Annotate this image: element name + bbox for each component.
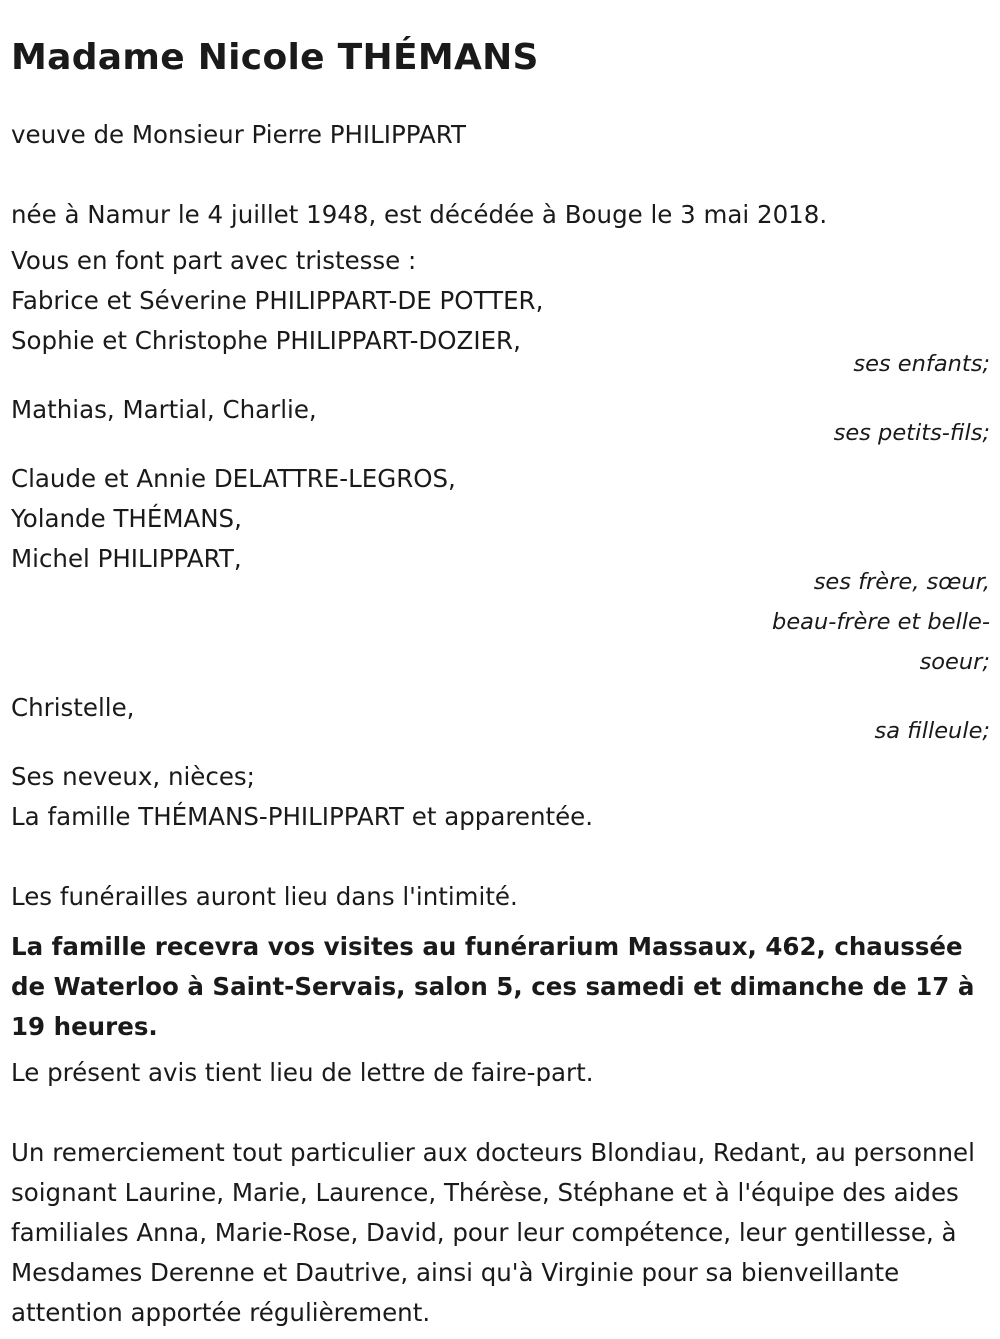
relationship-label-line: ses frère, sœur,	[813, 569, 990, 595]
relationship-label-line: beau-frère et belle-	[772, 609, 990, 635]
family-name-line: Mathias, Martial, Charlie,	[11, 395, 317, 424]
widow-of-line: veuve de Monsieur Pierre PHILIPPART	[11, 120, 466, 149]
relationship-label: ses petits-fils;	[833, 420, 990, 446]
relationship-label: sa filleule;	[874, 718, 990, 744]
notice-line: Le présent avis tient lieu de lettre de faire-part.	[11, 1058, 594, 1087]
family-name-line: Yolande THÉMANS,	[11, 504, 242, 533]
relationship-label: ses enfants;	[853, 351, 990, 377]
family-name-line: Claude et Annie DELATTRE-LEGROS,	[11, 464, 456, 493]
thanks-paragraph: Un remerciement tout particulier aux docteurs Blondiau, Redant, au personnel soignant Laurine, Marie, Laurence, Thérèse, Stéphane et à l'équipe des aides familiales Anna, Marie-Rose, David, pour leur compétence, leur gentillesse, à Mesdames Derenne et Dautrive, ainsi qu'à Virginie pour sa bienveillante attention apportée régulièrement.	[11, 1138, 975, 1327]
other-family-line: Ses neveux, nièces;	[11, 762, 255, 791]
other-family-line: La famille THÉMANS-PHILIPPART et apparentée.	[11, 802, 594, 831]
relationship-label	[730, 562, 990, 682]
deceased-name-title: Madame Nicole THÉMANS	[11, 37, 539, 78]
funeral-info: Les funérailles auront lieu dans l'intimité.	[11, 882, 518, 911]
birth-death-line: née à Namur le 4 juillet 1948, est décédée à Bouge le 3 mai 2018.	[11, 200, 828, 229]
relationship-label-line: soeur;	[919, 649, 990, 675]
family-name-line: Christelle,	[11, 693, 135, 722]
family-name-line: Fabrice et Séverine PHILIPPART-DE POTTER,	[11, 286, 544, 315]
family-name-line: Sophie et Christophe PHILIPPART-DOZIER,	[11, 326, 521, 355]
family-name-line: Michel PHILIPPART,	[11, 544, 242, 573]
announce-intro: Vous en font part avec tristesse :	[11, 246, 417, 275]
visits-info: La famille recevra vos visites au funérarium Massaux, 462, chaussée de Waterloo à Saint-Servais, salon 5, ces samedi et dimanche de 17 à 19 heures.	[11, 932, 975, 1041]
